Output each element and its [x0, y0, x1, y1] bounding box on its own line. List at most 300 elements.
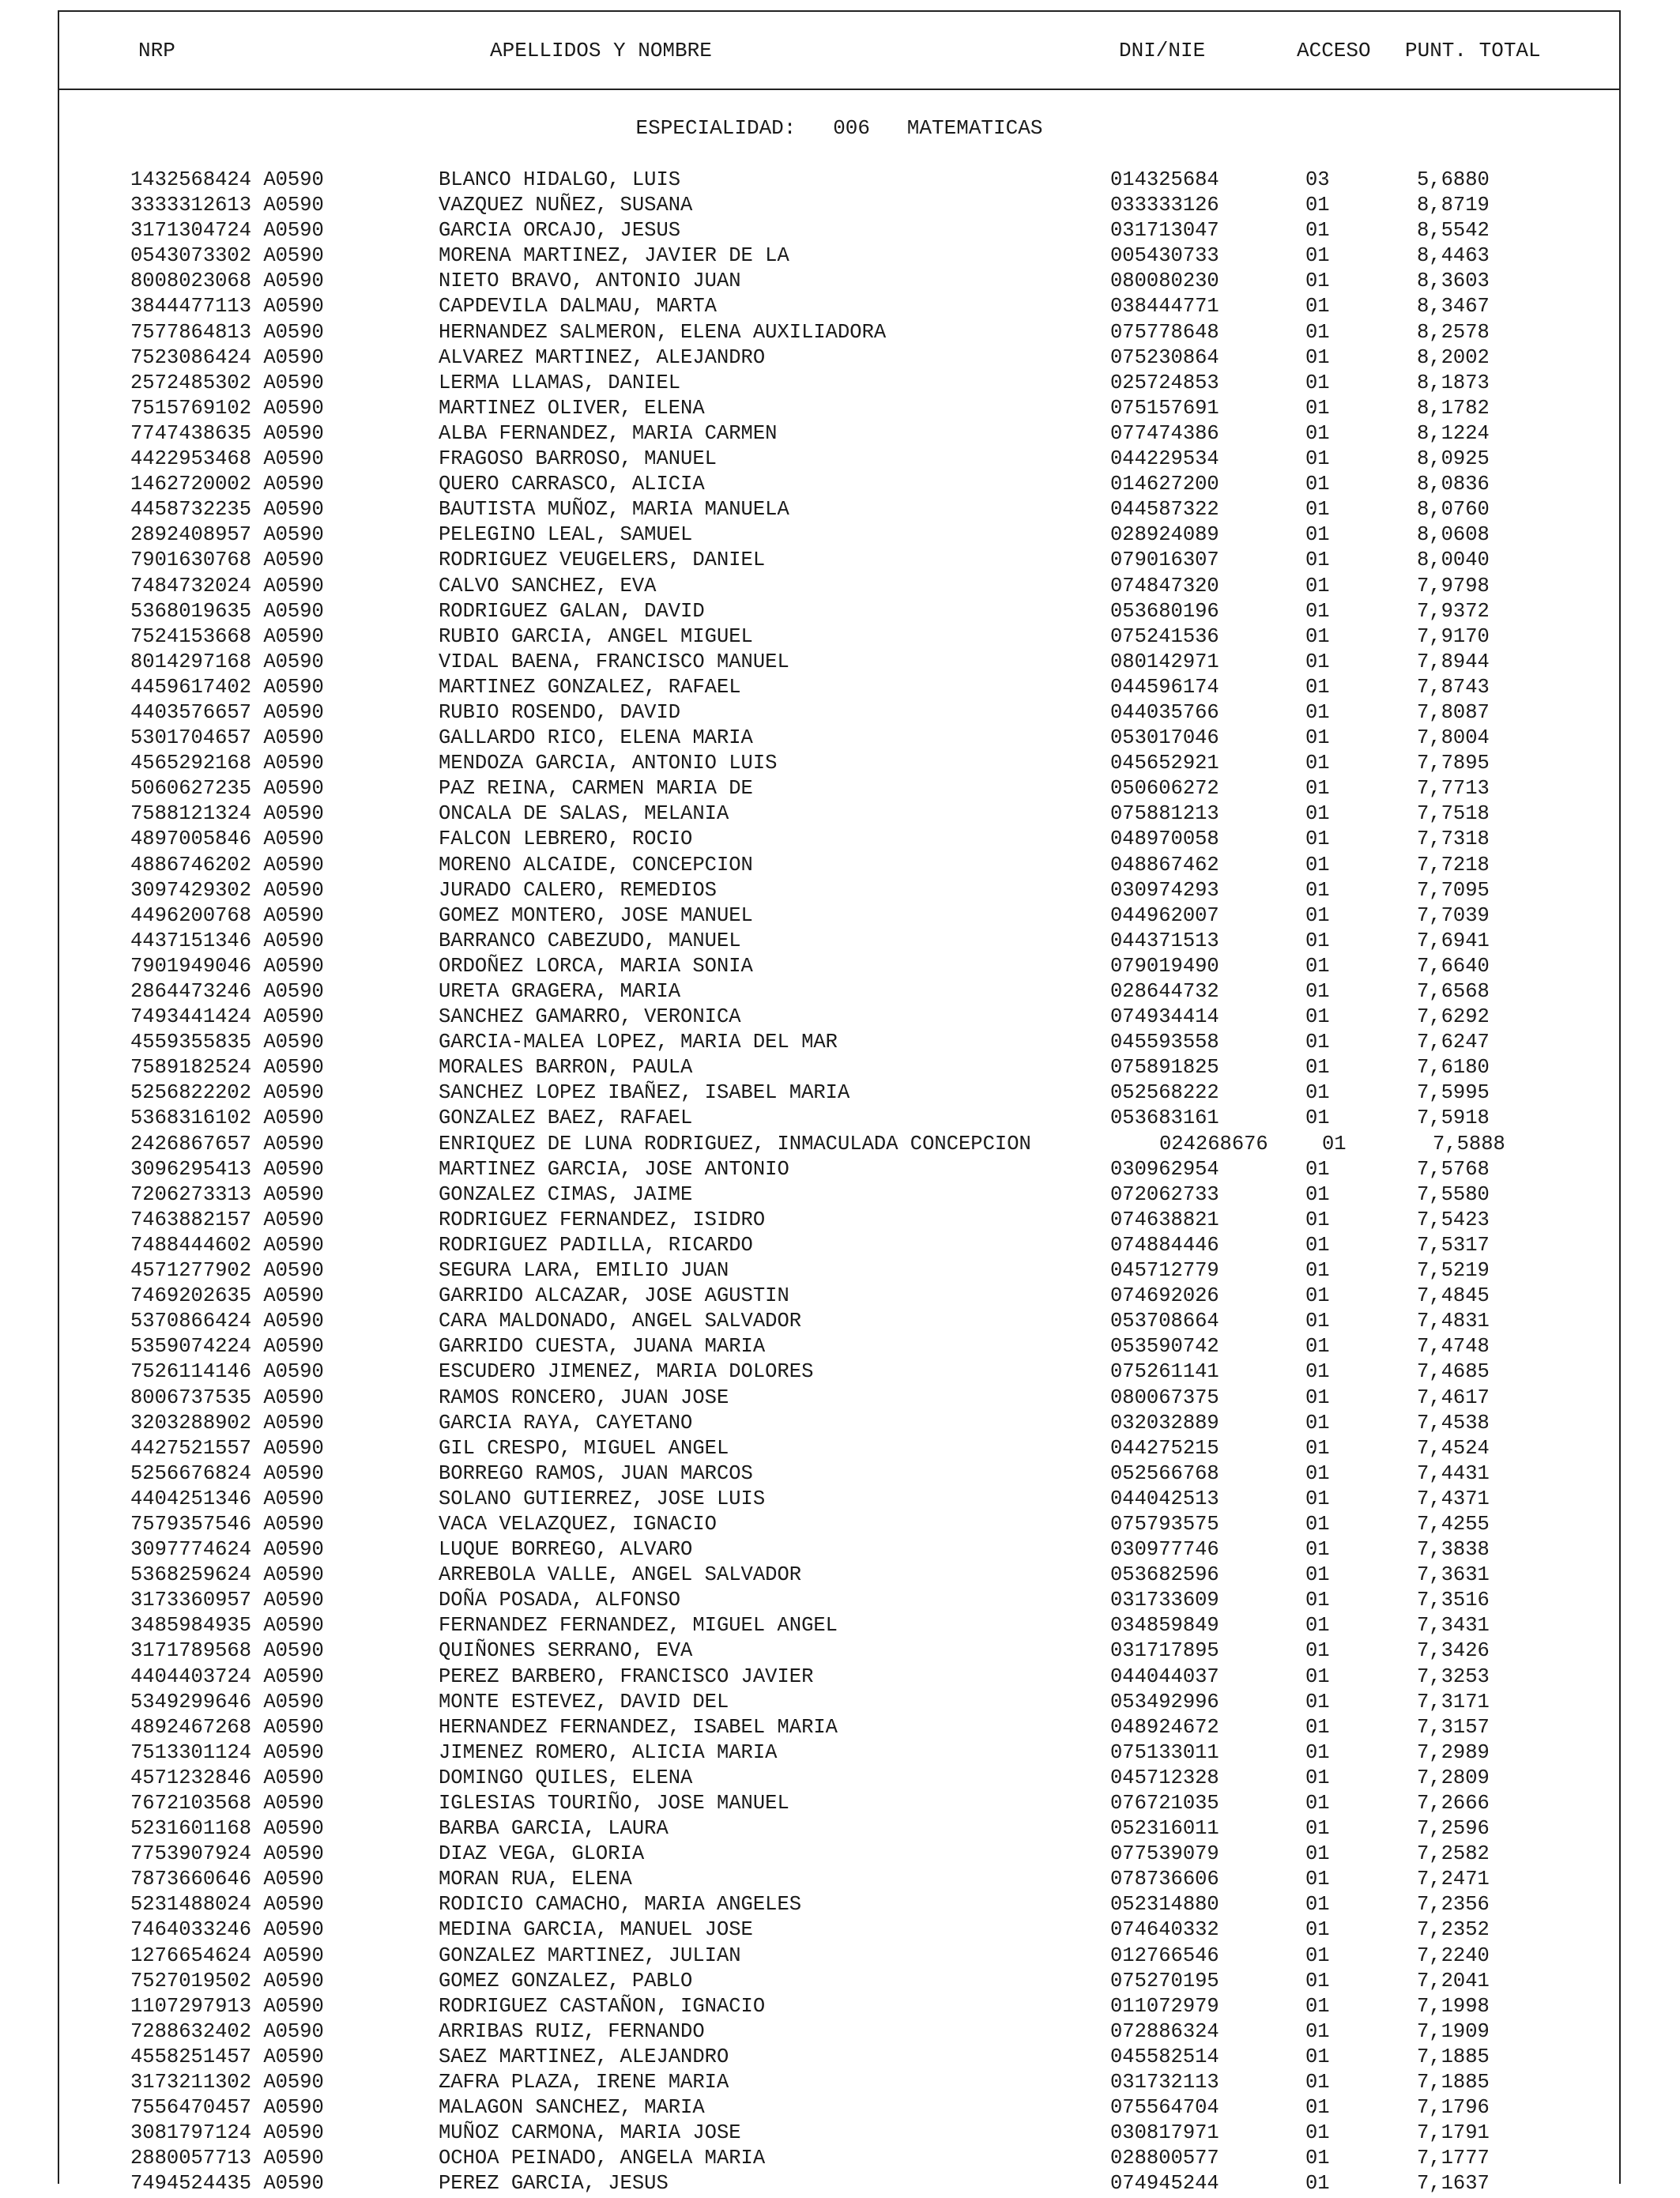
nrp-cell: 7523086424 A0590: [130, 345, 324, 369]
acceso-cell: 01: [1305, 270, 1330, 293]
punt-total-cell: 7,2989: [1417, 1740, 1490, 1764]
dni-cell: 044371513: [1110, 929, 1219, 952]
punt-total-cell: 7,2666: [1417, 1792, 1490, 1815]
dni-cell: 077539079: [1110, 1842, 1219, 1866]
name-cell: LUQUE BORREGO, ALVARO: [439, 1538, 693, 1562]
name-cell: DOMINGO QUILES, ELENA: [439, 1766, 693, 1789]
acceso-cell: 01: [1305, 1665, 1330, 1688]
nrp-cell: 3173211302 A0590: [130, 2071, 324, 2094]
punt-total-cell: 7,7095: [1417, 878, 1490, 902]
nrp-cell: 4558251457 A0590: [130, 2045, 324, 2068]
nrp-cell: 1462720002 A0590: [130, 473, 324, 496]
name-cell: SEGURA LARA, EMILIO JUAN: [439, 1259, 729, 1283]
table-row: [59, 295, 1619, 320]
dni-cell: 044042513: [1110, 1487, 1219, 1510]
punt-total-cell: 7,1885: [1417, 2071, 1490, 2094]
dni-cell: 031733609: [1110, 1589, 1219, 1612]
acceso-cell: 01: [1305, 1792, 1330, 1815]
punt-total-cell: 7,4685: [1417, 1360, 1490, 1384]
table-row: [59, 473, 1619, 498]
acceso-cell: 01: [1305, 624, 1330, 648]
punt-total-cell: 7,4845: [1417, 1284, 1490, 1308]
dni-cell: 030962954: [1110, 1157, 1219, 1181]
table-row: [59, 1970, 1619, 1995]
table-row: [59, 625, 1619, 650]
acceso-cell: 01: [1305, 2045, 1330, 2068]
nrp-cell: 5368019635 A0590: [130, 599, 324, 623]
table-row: [59, 802, 1619, 828]
name-cell: CALVO SANCHEZ, EVA: [439, 574, 657, 598]
document-frame: [58, 10, 1621, 2196]
punt-total-cell: 7,5768: [1417, 1157, 1490, 1181]
acceso-cell: 01: [1305, 1994, 1330, 2018]
dni-cell: 031713047: [1110, 219, 1219, 243]
acceso-cell: 01: [1305, 1589, 1330, 1612]
acceso-cell: 01: [1305, 421, 1330, 445]
punt-total-cell: 7,5423: [1417, 1208, 1490, 1231]
nrp-cell: 5256676824 A0590: [130, 1461, 324, 1485]
table-row: [59, 1081, 1619, 1107]
name-cell: MENDOZA GARCIA, ANTONIO LUIS: [439, 752, 778, 775]
punt-total-cell: 7,3171: [1417, 1690, 1490, 1714]
nrp-cell: 5359074224 A0590: [130, 1335, 324, 1359]
punt-total-cell: 7,5995: [1417, 1081, 1490, 1105]
punt-total-cell: 7,7895: [1417, 752, 1490, 775]
name-cell: ZAFRA PLAZA, IRENE MARIA: [439, 2071, 729, 2094]
acceso-cell: 01: [1305, 1563, 1330, 1587]
dni-cell: 048970058: [1110, 828, 1219, 851]
nrp-cell: 4571277902 A0590: [130, 1259, 324, 1283]
dni-cell: 053682596: [1110, 1563, 1219, 1587]
name-cell: GONZALEZ BAEZ, RAFAEL: [439, 1107, 693, 1130]
punt-total-cell: 8,2578: [1417, 320, 1490, 344]
dni-cell: 074692026: [1110, 1284, 1219, 1308]
punt-total-cell: 7,7218: [1417, 853, 1490, 877]
candidate-list: [59, 168, 1619, 2198]
dni-cell: 011072979: [1110, 1994, 1219, 2018]
dni-cell: 074638821: [1110, 1208, 1219, 1231]
punt-total-cell: 7,3631: [1417, 1563, 1490, 1587]
punt-total-cell: 7,2596: [1417, 1817, 1490, 1841]
table-row: [59, 397, 1619, 422]
punt-total-cell: 7,9170: [1417, 624, 1490, 648]
acceso-cell: 01: [1305, 1690, 1330, 1714]
punt-total-cell: 7,2471: [1417, 1868, 1490, 1891]
punt-total-cell: 7,4617: [1417, 1386, 1490, 1409]
dni-cell: 075157691: [1110, 396, 1219, 420]
name-cell: ALVAREZ MARTINEZ, ALEJANDRO: [439, 345, 766, 369]
punt-total-cell: 7,3253: [1417, 1665, 1490, 1688]
table-row: [59, 1183, 1619, 1208]
nrp-cell: 5301704657 A0590: [130, 726, 324, 750]
punt-total-cell: 7,8004: [1417, 726, 1490, 750]
dni-cell: 044596174: [1110, 675, 1219, 699]
acceso-cell: 01: [1305, 2071, 1330, 2094]
dni-cell: 014325684: [1110, 168, 1219, 191]
punt-total-cell: 7,6292: [1417, 1005, 1490, 1029]
acceso-cell: 01: [1305, 396, 1330, 420]
nrp-cell: 7577864813 A0590: [130, 320, 324, 344]
name-cell: RODRIGUEZ GALAN, DAVID: [439, 599, 705, 623]
table-row: [59, 1563, 1619, 1589]
table-row: [59, 600, 1619, 625]
punt-total-cell: 7,9798: [1417, 574, 1490, 598]
punt-total-cell: 7,5918: [1417, 1107, 1490, 1130]
nrp-cell: 7556470457 A0590: [130, 2096, 324, 2120]
punt-total-cell: 7,7039: [1417, 903, 1490, 927]
name-cell: MORALES BARRON, PAULA: [439, 1056, 693, 1080]
acceso-cell: 01: [1305, 574, 1330, 598]
nrp-cell: 4571232846 A0590: [130, 1766, 324, 1789]
table-row: [59, 244, 1619, 270]
acceso-cell: 01: [1305, 1817, 1330, 1841]
name-cell: MORENA MARTINEZ, JAVIER DE LA: [439, 244, 789, 268]
acceso-cell: 01: [1305, 1081, 1330, 1105]
table-row: [59, 1868, 1619, 1893]
dni-cell: 079016307: [1110, 549, 1219, 572]
acceso-cell: 01: [1305, 1233, 1330, 1257]
table-row: [59, 1386, 1619, 1412]
dni-cell: 048867462: [1110, 853, 1219, 877]
dni-cell: 053017046: [1110, 726, 1219, 750]
name-cell: QUIÑONES SERRANO, EVA: [439, 1639, 693, 1663]
punt-total-cell: 7,6180: [1417, 1056, 1490, 1080]
name-cell: MORENO ALCAIDE, CONCEPCION: [439, 853, 753, 877]
nrp-cell: 1432568424 A0590: [130, 168, 324, 191]
dni-cell: 076721035: [1110, 1792, 1219, 1815]
acceso-cell: 01: [1305, 878, 1330, 902]
dni-cell: 075793575: [1110, 1512, 1219, 1536]
name-cell: PEREZ BARBERO, FRANCISCO JAVIER: [439, 1665, 814, 1688]
name-cell: VACA VELAZQUEZ, IGNACIO: [439, 1512, 717, 1536]
dni-cell: 078736606: [1110, 1868, 1219, 1891]
punt-total-cell: 7,8743: [1417, 675, 1490, 699]
punt-total-cell: 7,2356: [1417, 1893, 1490, 1917]
acceso-cell: 01: [1305, 903, 1330, 927]
name-cell: PEREZ GARCIA, JESUS: [439, 2172, 669, 2196]
acceso-cell: 01: [1305, 1918, 1330, 1942]
table-row: [59, 1691, 1619, 1716]
acceso-cell: 01: [1305, 726, 1330, 750]
name-cell: PAZ REINA, CARMEN MARIA DE: [439, 777, 753, 801]
nrp-cell: 5256822202 A0590: [130, 1081, 324, 1105]
table-row: [59, 1158, 1619, 1183]
table-row: [59, 1335, 1619, 1360]
name-cell: VIDAL BAENA, FRANCISCO MANUEL: [439, 650, 789, 673]
dni-cell: 052566768: [1110, 1461, 1219, 1485]
name-cell: FRAGOSO BARROSO, MANUEL: [439, 447, 717, 471]
acceso-cell: 01: [1305, 320, 1330, 344]
punt-total-cell: 7,3157: [1417, 1715, 1490, 1739]
table-row: [59, 549, 1619, 574]
acceso-cell: 01: [1305, 1614, 1330, 1638]
nrp-cell: 7484732024 A0590: [130, 574, 324, 598]
dni-cell: 033333126: [1110, 194, 1219, 217]
nrp-cell: 7588121324 A0590: [130, 802, 324, 826]
acceso-cell: 01: [1305, 473, 1330, 496]
table-row: [59, 498, 1619, 523]
nrp-cell: 8006737535 A0590: [130, 1386, 324, 1409]
dni-cell: 044962007: [1110, 903, 1219, 927]
name-cell: VAZQUEZ NUÑEZ, SUSANA: [439, 194, 693, 217]
table-row: [59, 1589, 1619, 1614]
table-row: [59, 752, 1619, 777]
acceso-cell: 01: [1305, 523, 1330, 547]
dni-cell: 074934414: [1110, 1005, 1219, 1029]
table-row: [59, 854, 1619, 879]
nrp-cell: 5231601168 A0590: [130, 1817, 324, 1841]
table-row: [59, 1766, 1619, 1792]
acceso-cell: 01: [1305, 1259, 1330, 1283]
table-row: [59, 321, 1619, 346]
name-cell: GIL CRESPO, MIGUEL ANGEL: [439, 1436, 729, 1460]
nrp-cell: 3203288902 A0590: [130, 1411, 324, 1435]
dni-cell: 028800577: [1110, 2147, 1219, 2170]
dni-cell: 030817971: [1110, 2121, 1219, 2145]
punt-total-cell: 8,0760: [1417, 498, 1490, 522]
nrp-cell: 5368259624 A0590: [130, 1563, 324, 1587]
dni-cell: 072886324: [1110, 2019, 1219, 2043]
punt-total-cell: 7,8087: [1417, 700, 1490, 724]
punt-total-cell: 8,1782: [1417, 396, 1490, 420]
acceso-cell: 01: [1305, 1944, 1330, 1967]
name-cell: MUÑOZ CARMONA, MARIA JOSE: [439, 2121, 741, 2145]
dni-cell: 080142971: [1110, 650, 1219, 673]
nrp-cell: 2892408957 A0590: [130, 523, 324, 547]
name-cell: QUERO CARRASCO, ALICIA: [439, 473, 705, 496]
acceso-cell: 01: [1305, 777, 1330, 801]
table-header: [59, 12, 1619, 90]
nrp-cell: 4404251346 A0590: [130, 1487, 324, 1510]
nrp-cell: 7206273313 A0590: [130, 1182, 324, 1206]
dni-cell: 079019490: [1110, 954, 1219, 978]
dni-cell: 075881213: [1110, 802, 1219, 826]
dni-cell: 044035766: [1110, 700, 1219, 724]
acceso-cell: 01: [1305, 371, 1330, 394]
acceso-cell: 01: [1305, 1512, 1330, 1536]
dni-cell: 077474386: [1110, 421, 1219, 445]
acceso-cell: 01: [1305, 1639, 1330, 1663]
acceso-cell: 01: [1322, 1132, 1347, 1156]
name-cell: GONZALEZ CIMAS, JAIME: [439, 1182, 693, 1206]
table-row: [59, 2121, 1619, 2147]
name-cell: SANCHEZ GAMARRO, VERONICA: [439, 1005, 741, 1029]
dni-cell: 052314880: [1110, 1893, 1219, 1917]
table-row: [59, 447, 1619, 473]
table-row: [59, 1995, 1619, 2020]
nrp-cell: 3485984935 A0590: [130, 1614, 324, 1638]
nrp-cell: 4897005846 A0590: [130, 828, 324, 851]
table-row: [59, 904, 1619, 929]
name-cell: JIMENEZ ROMERO, ALICIA MARIA: [439, 1740, 778, 1764]
nrp-cell: 4403576657 A0590: [130, 700, 324, 724]
dni-cell: 028924089: [1110, 523, 1219, 547]
punt-total-cell: 8,3603: [1417, 270, 1490, 293]
punt-total-cell: 7,4748: [1417, 1335, 1490, 1359]
dni-cell: 030977746: [1110, 1538, 1219, 1562]
dni-cell: 074640332: [1110, 1918, 1219, 1942]
name-cell: URETA GRAGERA, MARIA: [439, 980, 681, 1003]
punt-total-cell: 7,6568: [1417, 980, 1490, 1003]
punt-total-cell: 7,9372: [1417, 599, 1490, 623]
dni-cell: 014627200: [1110, 473, 1219, 496]
nrp-cell: 4565292168 A0590: [130, 752, 324, 775]
acceso-cell: 01: [1305, 1893, 1330, 1917]
punt-total-cell: 7,5317: [1417, 1233, 1490, 1257]
punt-total-cell: 7,7713: [1417, 777, 1490, 801]
table-row: [59, 1538, 1619, 1563]
nrp-cell: 2880057713 A0590: [130, 2147, 324, 2170]
table-row: [59, 777, 1619, 802]
nrp-cell: 7901949046 A0590: [130, 954, 324, 978]
name-cell: ALBA FERNANDEZ, MARIA CARMEN: [439, 421, 778, 445]
punt-total-cell: 7,3426: [1417, 1639, 1490, 1663]
table-row: [59, 1107, 1619, 1132]
name-cell: SAEZ MARTINEZ, ALEJANDRO: [439, 2045, 729, 2068]
punt-total-cell: 8,4463: [1417, 244, 1490, 268]
acceso-cell: 01: [1305, 1284, 1330, 1308]
punt-total-cell: 7,7318: [1417, 828, 1490, 851]
name-cell: FALCON LEBRERO, ROCIO: [439, 828, 693, 851]
table-row: [59, 219, 1619, 244]
dni-cell: 032032889: [1110, 1411, 1219, 1435]
table-row: [59, 194, 1619, 219]
header-dni: DNI/NIE: [1119, 39, 1206, 62]
table-row: [59, 980, 1619, 1005]
nrp-cell: 3171304724 A0590: [130, 219, 324, 243]
table-row: [59, 1284, 1619, 1310]
dni-cell: 028644732: [1110, 980, 1219, 1003]
name-cell: RUBIO GARCIA, ANGEL MIGUEL: [439, 624, 753, 648]
name-cell: MARTINEZ GONZALEZ, RAFAEL: [439, 675, 741, 699]
table-row: [59, 1462, 1619, 1487]
punt-total-cell: 7,2809: [1417, 1766, 1490, 1789]
nrp-cell: 7288632402 A0590: [130, 2019, 324, 2043]
dni-cell: 044229534: [1110, 447, 1219, 471]
nrp-cell: 5349299646 A0590: [130, 1690, 324, 1714]
name-cell: LERMA LLAMAS, DANIEL: [439, 371, 681, 394]
acceso-cell: 01: [1305, 219, 1330, 243]
dni-cell: 053683161: [1110, 1107, 1219, 1130]
name-cell: BARRANCO CABEZUDO, MANUEL: [439, 929, 741, 952]
table-row: [59, 1437, 1619, 1462]
punt-total-cell: 7,1909: [1417, 2019, 1490, 2043]
nrp-cell: 3173360957 A0590: [130, 1589, 324, 1612]
acceso-cell: 01: [1305, 1411, 1330, 1435]
acceso-cell: 01: [1305, 700, 1330, 724]
acceso-cell: 01: [1305, 980, 1330, 1003]
nrp-cell: 7493441424 A0590: [130, 1005, 324, 1029]
nrp-cell: 7753907924 A0590: [130, 1842, 324, 1866]
table-row: [59, 879, 1619, 904]
punt-total-cell: 7,4524: [1417, 1436, 1490, 1460]
acceso-cell: 01: [1305, 1031, 1330, 1054]
nrp-cell: 3171789568 A0590: [130, 1639, 324, 1663]
name-cell: GARCIA ORCAJO, JESUS: [439, 219, 681, 243]
nrp-cell: 0543073302 A0590: [130, 244, 324, 268]
name-cell: ONCALA DE SALAS, MELANIA: [439, 802, 729, 826]
table-row: [59, 346, 1619, 371]
name-cell: FERNANDEZ FERNANDEZ, MIGUEL ANGEL: [439, 1614, 838, 1638]
table-row: [59, 1487, 1619, 1513]
table-row: [59, 1208, 1619, 1234]
nrp-cell: 7524153668 A0590: [130, 624, 324, 648]
nrp-cell: 7747438635 A0590: [130, 421, 324, 445]
nrp-cell: 3097774624 A0590: [130, 1538, 324, 1562]
table-row: [59, 1639, 1619, 1665]
name-cell: SANCHEZ LOPEZ IBAÑEZ, ISABEL MARIA: [439, 1081, 850, 1105]
nrp-cell: 8014297168 A0590: [130, 650, 324, 673]
table-row: [59, 1234, 1619, 1259]
acceso-cell: 01: [1305, 1056, 1330, 1080]
name-cell: ENRIQUEZ DE LUNA RODRIGUEZ, INMACULADA CONCEPCION: [439, 1132, 1031, 1156]
name-cell: RODICIO CAMACHO, MARIA ANGELES: [439, 1893, 802, 1917]
name-cell: SOLANO GUTIERREZ, JOSE LUIS: [439, 1487, 766, 1510]
name-cell: PELEGINO LEAL, SAMUEL: [439, 523, 693, 547]
acceso-cell: 01: [1305, 2096, 1330, 2120]
table-row: [59, 1513, 1619, 1538]
punt-total-cell: 8,0925: [1417, 447, 1490, 471]
table-row: [59, 1792, 1619, 1817]
dni-cell: 031732113: [1110, 2071, 1219, 2094]
nrp-cell: 7901630768 A0590: [130, 549, 324, 572]
acceso-cell: 01: [1305, 599, 1330, 623]
dni-cell: 053708664: [1110, 1310, 1219, 1333]
dni-cell: 025724853: [1110, 371, 1219, 394]
nrp-cell: 4437151346 A0590: [130, 929, 324, 952]
acceso-cell: 01: [1305, 244, 1330, 268]
punt-total-cell: 7,7518: [1417, 802, 1490, 826]
table-row: [59, 701, 1619, 726]
name-cell: RODRIGUEZ PADILLA, RICARDO: [439, 1233, 753, 1257]
acceso-cell: 01: [1305, 345, 1330, 369]
acceso-cell: 01: [1305, 1487, 1330, 1510]
punt-total-cell: 7,1791: [1417, 2121, 1490, 2145]
dni-cell: 072062733: [1110, 1182, 1219, 1206]
table-row: [59, 575, 1619, 600]
punt-total-cell: 7,4831: [1417, 1310, 1490, 1333]
table-row: [59, 929, 1619, 955]
nrp-cell: 1107297913 A0590: [130, 1994, 324, 2018]
name-cell: ARRIBAS RUIZ, FERNANDO: [439, 2019, 705, 2043]
name-cell: ESCUDERO JIMENEZ, MARIA DOLORES: [439, 1360, 814, 1384]
name-cell: GARCIA RAYA, CAYETANO: [439, 1411, 693, 1435]
dni-cell: 052568222: [1110, 1081, 1219, 1105]
name-cell: GOMEZ GONZALEZ, PABLO: [439, 1969, 693, 1993]
nrp-cell: 4459617402 A0590: [130, 675, 324, 699]
table-row: [59, 1056, 1619, 1081]
acceso-cell: 01: [1305, 954, 1330, 978]
punt-total-cell: 8,0608: [1417, 523, 1490, 547]
dni-cell: 045582514: [1110, 2045, 1219, 2068]
dni-cell: 044587322: [1110, 498, 1219, 522]
name-cell: BARBA GARCIA, LAURA: [439, 1817, 669, 1841]
acceso-cell: 01: [1305, 752, 1330, 775]
table-row: [59, 1817, 1619, 1842]
dni-cell: 045652921: [1110, 752, 1219, 775]
name-cell: MALAGON SANCHEZ, MARIA: [439, 2096, 705, 2120]
table-row: [59, 2071, 1619, 2096]
specialty-title: ESPECIALIDAD: 006 MATEMATICAS: [635, 116, 1043, 140]
nrp-cell: 4422953468 A0590: [130, 447, 324, 471]
header-nrp: NRP: [138, 39, 175, 62]
dni-cell: 080067375: [1110, 1386, 1219, 1409]
nrp-cell: 4427521557 A0590: [130, 1436, 324, 1460]
acceso-cell: 01: [1305, 1868, 1330, 1891]
punt-total-cell: 8,3467: [1417, 295, 1490, 319]
dni-cell: 024268676: [1159, 1132, 1268, 1156]
dni-cell: 012766546: [1110, 1944, 1219, 1967]
